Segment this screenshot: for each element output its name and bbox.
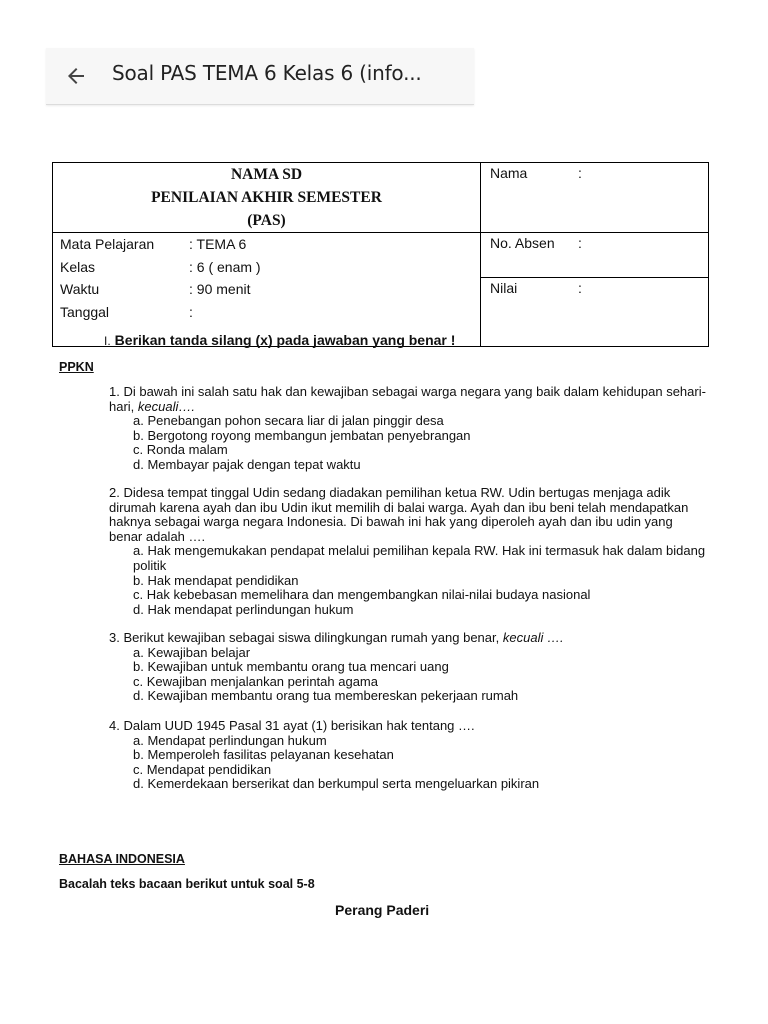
option: c. Hak kebebasan memelihara dan mengembangkan nilai-nilai budaya nasional bbox=[133, 587, 591, 603]
document-title: Soal PAS TEMA 6 Kelas 6 (info... bbox=[112, 61, 422, 85]
option: c. Mendapat pendidikan bbox=[133, 761, 272, 777]
reading-instruction: Bacalah teks bacaan berikut untuk soal 5-8 bbox=[59, 877, 315, 891]
instruction bbox=[104, 332, 455, 348]
stem-text: 3. Berikut kewajiban sebagai siswa dilingkungan rumah yang benar, bbox=[109, 630, 500, 645]
student-absen-cell bbox=[481, 233, 709, 278]
info-label: Waktu bbox=[60, 281, 100, 297]
school-name: NAMA SD bbox=[230, 166, 303, 183]
info-row bbox=[60, 278, 480, 301]
absen-label: No. Absen bbox=[490, 235, 555, 251]
score-label: Nilai bbox=[490, 280, 518, 296]
option: b. Memperoleh fasilitas pelayanan kesehatan bbox=[133, 747, 394, 763]
stem-italic: kecuali …. bbox=[502, 630, 564, 645]
info-value: : bbox=[189, 303, 193, 320]
info-row bbox=[60, 233, 480, 256]
option: c. Kewajiban menjalankan perintah agama bbox=[133, 673, 378, 689]
question-stem bbox=[109, 486, 709, 544]
option-list bbox=[109, 734, 709, 792]
question-3 bbox=[109, 631, 709, 704]
info-label: Kelas bbox=[60, 258, 96, 275]
stem-text: 4. Dalam UUD 1945 Pasal 31 ayat (1) berisikan hak tentang …. bbox=[109, 718, 475, 733]
question-stem bbox=[109, 719, 709, 734]
info-row bbox=[60, 256, 480, 279]
option: d. Membayar pajak dengan tepat waktu bbox=[133, 456, 361, 472]
student-name-cell bbox=[481, 163, 709, 233]
option-list bbox=[109, 646, 709, 704]
instruction-number: I. bbox=[104, 334, 111, 348]
section-heading-ppkn: PPKN bbox=[59, 360, 94, 374]
option: b. Kewajiban untuk membantu orang tua mencari uang bbox=[133, 659, 449, 675]
student-score-cell bbox=[481, 278, 709, 347]
absen-value: : bbox=[578, 235, 582, 251]
question-2 bbox=[109, 486, 709, 617]
score-value: : bbox=[578, 280, 582, 296]
option-list bbox=[109, 414, 709, 472]
info-value: : 90 menit bbox=[189, 281, 251, 297]
exam-abbrev: (PAS) bbox=[247, 212, 286, 229]
option: d. Kewajiban membantu orang tua membereskan pekerjaan rumah bbox=[133, 688, 519, 704]
option: a. Hak mengemukakan pendapat melalui pemilihan kepala RW. Hak ini termasuk hak dalam bidang politik bbox=[133, 543, 706, 573]
question-4 bbox=[109, 719, 709, 792]
option: a. Mendapat perlindungan hukum bbox=[133, 732, 327, 748]
option: d. Hak mendapat perlindungan hukum bbox=[133, 601, 354, 617]
exam-info-cell bbox=[53, 233, 481, 347]
exam-header-table bbox=[52, 162, 709, 347]
question-1 bbox=[109, 385, 709, 473]
option: b. Hak mendapat pendidikan bbox=[133, 572, 299, 588]
name-value: : bbox=[578, 165, 582, 181]
school-title-cell bbox=[53, 163, 481, 233]
info-label: Mata Pelajaran bbox=[60, 236, 155, 252]
name-label: Nama bbox=[490, 165, 528, 181]
section-heading-bahasa: BAHASA INDONESIA bbox=[59, 852, 185, 866]
info-value: : TEMA 6 bbox=[189, 236, 247, 252]
info-value: : 6 ( enam ) bbox=[189, 258, 261, 275]
story-title: Perang Paderi bbox=[335, 902, 430, 918]
option: a. Kewajiban belajar bbox=[133, 644, 251, 660]
stem-text: 1. Di bawah ini salah satu hak dan kewajiban sebagai warga negara yang baik dalam kehidupan sehari-hari, bbox=[109, 384, 706, 414]
question-stem bbox=[109, 631, 709, 646]
question-stem bbox=[109, 385, 709, 414]
option-list bbox=[109, 544, 709, 617]
option: a. Penebangan pohon secara liar di jalan pinggir desa bbox=[133, 413, 444, 429]
info-label: Tanggal bbox=[60, 303, 110, 320]
option: c. Ronda malam bbox=[133, 442, 228, 458]
info-row bbox=[60, 301, 480, 324]
instruction-text: Berikan tanda silang (x) pada jawaban yang benar ! bbox=[114, 332, 456, 348]
exam-name: PENILAIAN AKHIR SEMESTER bbox=[151, 189, 382, 206]
stem-italic: kecuali…. bbox=[137, 398, 195, 414]
stem-text: 2. Didesa tempat tinggal Udin sedang diadakan pemilihan ketua RW. Udin bertugas menjaga adik dirumah karena ayah dan ibu Udin ikut memilih di balai warga. Ayah dan ibu beni telah mendapatkan haknya sebagai warga negara Indonesia. Di bawah ini hak yang diperoleh ayah dan ibu udin yang benar adalah …. bbox=[109, 485, 689, 544]
option: b. Bergotong royong membangun jembatan penyebrangan bbox=[133, 427, 471, 443]
option: d. Kemerdekaan berserikat dan berkumpul serta mengeluarkan pikiran bbox=[133, 776, 540, 792]
